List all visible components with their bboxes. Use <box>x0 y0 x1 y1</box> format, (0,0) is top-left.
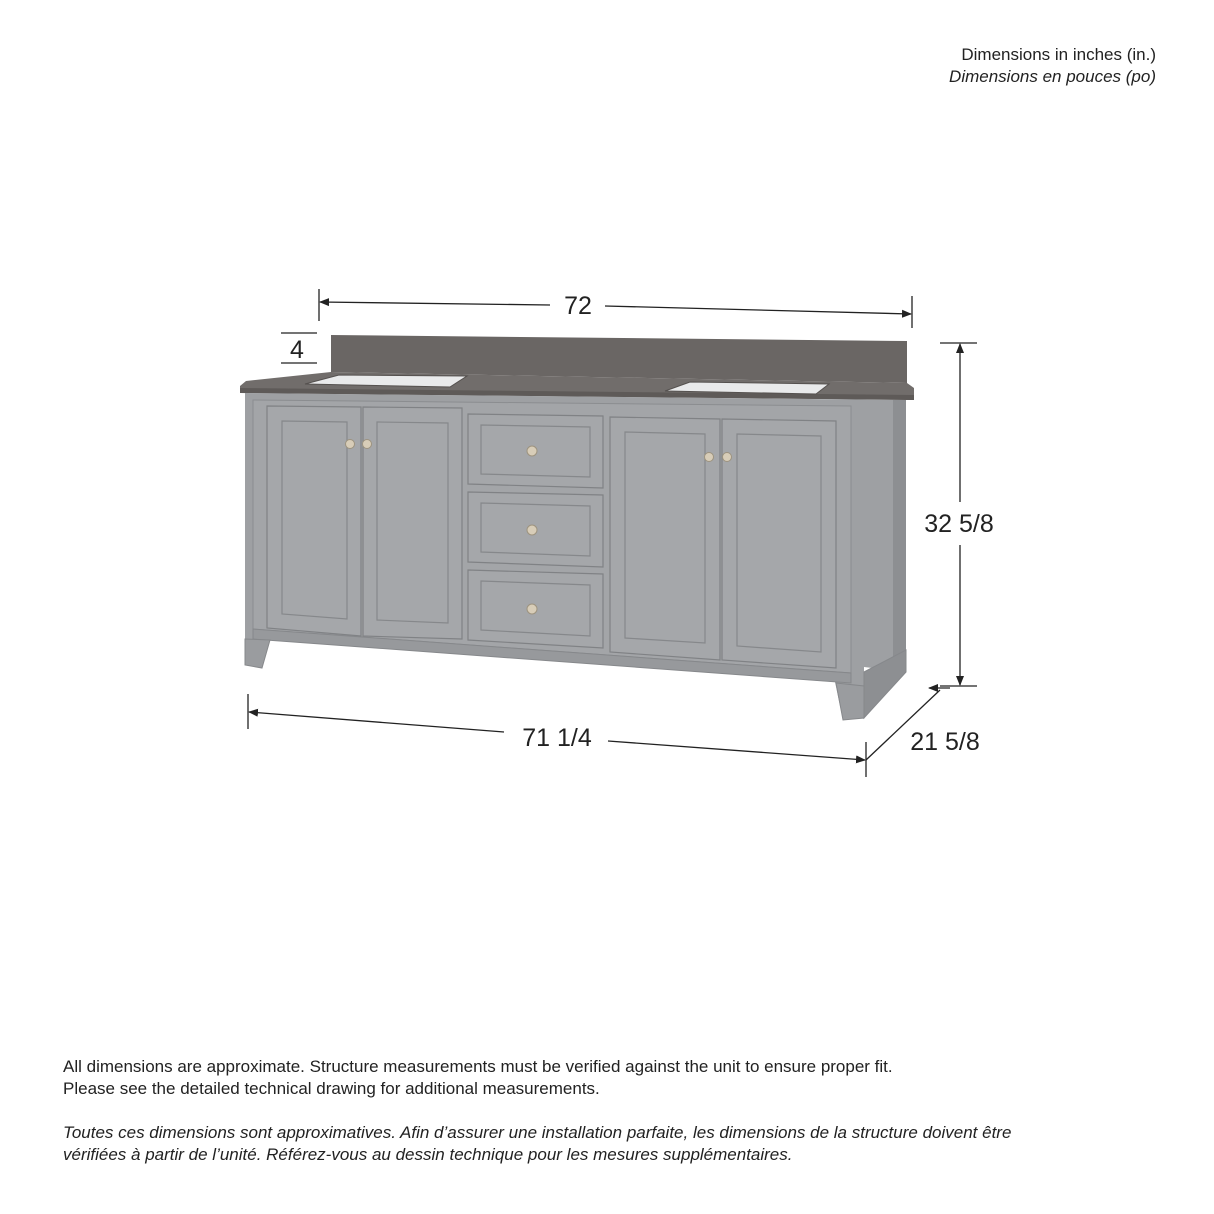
dim-width-top: 72 <box>564 292 592 320</box>
dim-depth: 21 5/8 <box>910 728 980 756</box>
drawer-knob <box>527 604 537 614</box>
dim-width-base: 71 1/4 <box>522 724 592 752</box>
door-right-2 <box>722 419 836 668</box>
right-door-pair <box>610 417 836 668</box>
door-right-1 <box>610 417 720 660</box>
dim-height: 32 5/8 <box>924 510 994 538</box>
width-top-line <box>605 306 911 314</box>
width-top-line <box>320 302 550 305</box>
leg-right <box>836 683 864 720</box>
note-english-line: All dimensions are approximate. Structure measurements must be verified against the unit to ensure proper fit. <box>63 1057 893 1076</box>
vanity <box>240 335 914 720</box>
drawer-knob <box>527 525 537 535</box>
units-french: Dimensions en pouces (po) <box>949 67 1156 86</box>
note-english-line: Please see the detailed technical drawing for additional measurements. <box>63 1079 600 1098</box>
note-french-line: vérifiées à partir de l’unité. Référez-vous au dessin technique pour les mesures supplémentaires. <box>63 1145 793 1164</box>
left-door-pair <box>267 406 462 639</box>
leg-left <box>245 639 270 668</box>
door-knob <box>705 453 714 462</box>
disclaimer-notes <box>63 1056 1163 1166</box>
drawer-stack <box>468 414 603 648</box>
door-knob <box>723 453 732 462</box>
note-french-line: Toutes ces dimensions sont approximatives. Afin d’assurer une installation parfaite, les dimensions de la structure doivent être <box>63 1123 1012 1142</box>
door-left-2 <box>363 407 462 639</box>
drawer-knob <box>527 446 537 456</box>
dim-backsplash: 4 <box>290 336 304 364</box>
door-knob <box>363 440 372 449</box>
width-base-line <box>608 741 865 760</box>
units-english: Dimensions in inches (in.) <box>961 45 1156 64</box>
door-knob <box>346 440 355 449</box>
width-base-line <box>249 712 504 732</box>
cabinet-side <box>893 400 906 672</box>
